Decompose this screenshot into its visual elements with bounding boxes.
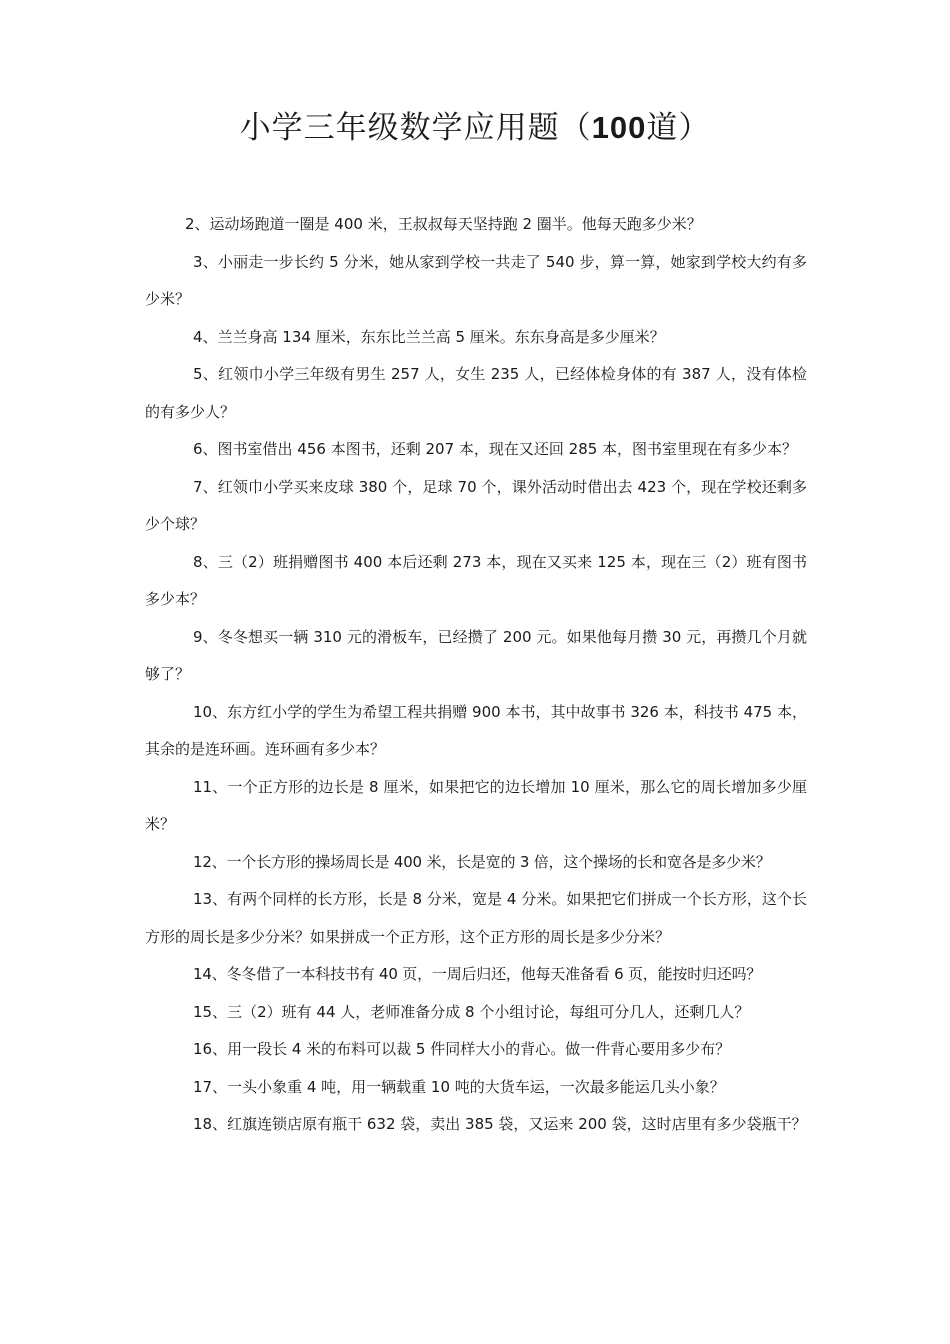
question-12: 12、一个长方形的操场周长是 400 米，长是宽的 3 倍，这个操场的长和宽各是多少米？ bbox=[193, 852, 771, 871]
question-15: 15、三（2）班有 44 人，老师准备分成 8 个小组讨论，每组可分几人，还剩几人？ bbox=[193, 1002, 750, 1021]
question-10: 10、东方红小学的学生为希望工程共捐赠 900 本书，其中故事书 326 本，科技书 475 本，其余的是连环画。连环画有多少本？ bbox=[145, 702, 807, 758]
question-11: 11、一个正方形的边长是 8 厘米，如果把它的边长增加 10 厘米，那么它的周长增加多少厘米？ bbox=[145, 777, 807, 833]
question-8: 8、三（2）班捐赠图书 400 本后还剩 273 本，现在又买来 125 本，现在三（2）班有图书多少本？ bbox=[145, 552, 807, 608]
question-17: 17、一头小象重 4 吨，用一辆载重 10 吨的大货车运，一次最多能运几头小象？ bbox=[193, 1077, 725, 1096]
question-6: 6、图书室借出 456 本图书，还剩 207 本，现在又还回 285 本，图书室里现在有多少本？ bbox=[193, 440, 798, 458]
question-4: 4、兰兰身高 134 厘米，东东比兰兰高 5 厘米。东东身高是多少厘米？ bbox=[193, 327, 665, 346]
question-9: 9、冬冬想买一辆 310 元的滑板车，已经攒了 200 元。如果他每月攒 30 元，再攒几个月就够了？ bbox=[145, 627, 807, 683]
title-suffix: 道） bbox=[646, 110, 711, 146]
question-2: 2、运动场跑道一圈是 400 米，王叔叔每天坚持跑 2 圈半。他每天跑多少米？ bbox=[185, 215, 702, 233]
question-14: 14、冬冬借了一本科技书有 40 页，一周后归还，他每天准备看 6 页，能按时归还吗？ bbox=[193, 965, 762, 983]
question-7: 7、红领巾小学买来皮球 380 个，足球 70 个，课外活动时借出去 423 个，现在学校还剩多少个球？ bbox=[145, 477, 807, 533]
question-3: 3、小丽走一步长约 5 分米，她从家到学校一共走了 540 步，算一算，她家到学校大约有多少米？ bbox=[145, 252, 807, 308]
document-title bbox=[0, 108, 950, 148]
question-5: 5、红领巾小学三年级有男生 257 人，女生 235 人，已经体检身体的有 387 人，没有体检的有多少人？ bbox=[145, 365, 807, 421]
question-18: 18、红旗连锁店原有瓶干 632 袋，卖出 385 袋，又运来 200 袋，这时店里有多少袋瓶干？ bbox=[193, 1115, 807, 1133]
question-13: 13、有两个同样的长方形，长是 8 分米，宽是 4 分米。如果把它们拼成一个长方形，这个长方形的周长是多少分米？如果拼成一个正方形，这个正方形的周长是多少分米？ bbox=[145, 890, 808, 946]
title-number: 100 bbox=[591, 110, 647, 145]
question-list bbox=[145, 206, 807, 1144]
title-prefix: 小学三年级数学应用题（ bbox=[239, 110, 592, 146]
question-16: 16、用一段长 4 米的布料可以裁 5 件同样大小的背心。做一件背心要用多少布？ bbox=[193, 1040, 731, 1058]
